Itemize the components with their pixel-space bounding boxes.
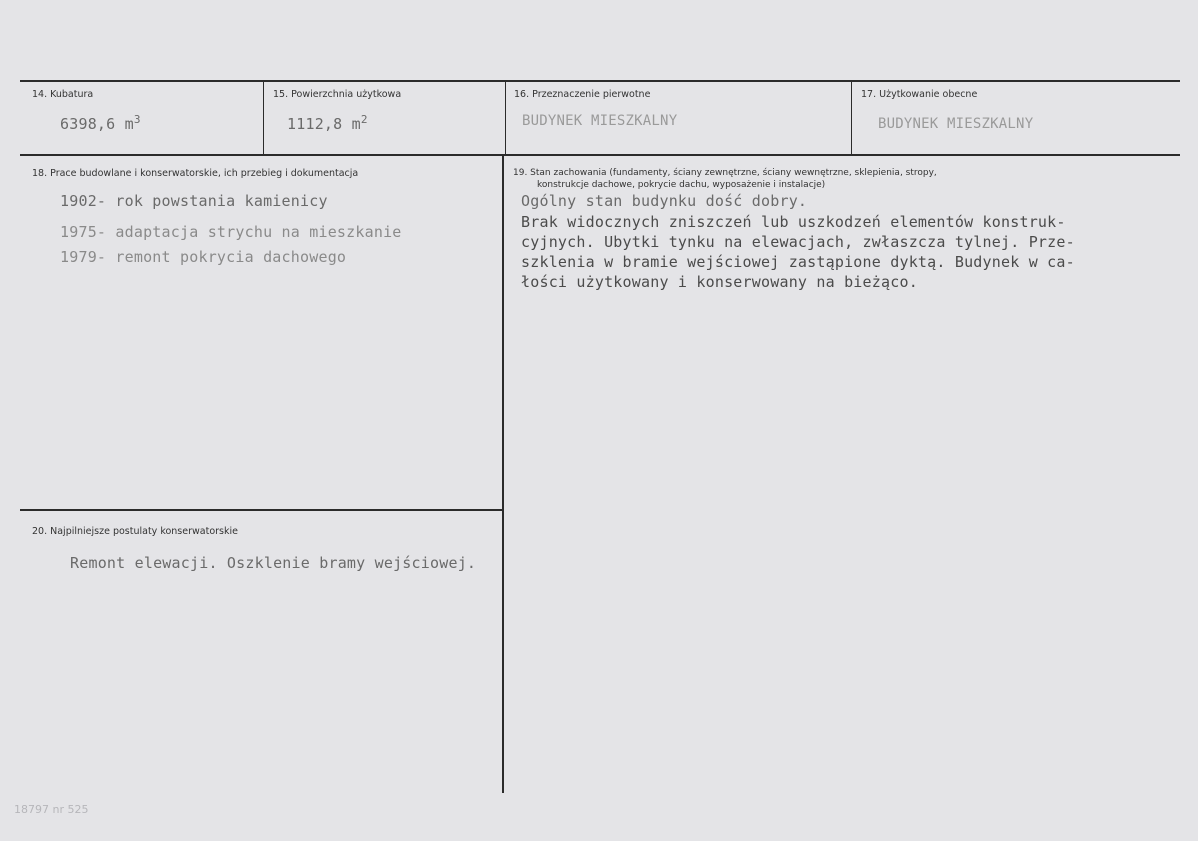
- field-18-line-1: 1902- rok powstania kamienicy: [60, 192, 328, 210]
- field-19-line-3: cyjnych. Ubytki tynku na elewacjach, zwłaszcza tylnej. Prze-: [521, 233, 1075, 251]
- field-17-value: BUDYNEK MIESZKALNY: [878, 116, 1034, 132]
- row1-divider-line: [20, 154, 1180, 156]
- field-19-label-line-1: 19. Stan zachowania (fundamenty, ściany zewnętrzne, ściany wewnętrzne, sklepienia, stropy,: [513, 168, 937, 178]
- field-20-label: 20. Najpilniejsze postulaty konserwatorskie: [32, 526, 238, 537]
- main-column-divider: [502, 155, 504, 793]
- field-16-value: BUDYNEK MIESZKALNY: [522, 113, 678, 129]
- row1-divider-2: [505, 80, 506, 155]
- field-19-line-4: szklenia w bramie wejściowej zastąpione dyktą. Budynek w ca-: [521, 253, 1075, 271]
- field-19-line-1: Ogólny stan budynku dość dobry.: [521, 192, 808, 210]
- field-15-number: 1112,8 m: [287, 115, 361, 133]
- field-18-line-3: 1979- remont pokrycia dachowego: [60, 248, 347, 266]
- top-border-line: [20, 80, 1180, 82]
- field-19-line-5: łości użytkowany i konserwowany na bieżąco.: [521, 273, 918, 291]
- field-15-label: 15. Powierzchnia użytkowa: [273, 89, 402, 100]
- field-14-label: 14. Kubatura: [32, 89, 94, 100]
- field-20-text: Remont elewacji. Oszklenie bramy wejściowej.: [70, 554, 477, 572]
- row1-divider-3: [851, 80, 852, 155]
- field-15-value: [287, 113, 368, 133]
- field-14-superscript: 3: [133, 113, 141, 126]
- field-14-number: 6398,6 m: [60, 115, 134, 133]
- field-14-value: [60, 113, 141, 133]
- field-18-label: 18. Prace budowlane i konserwatorskie, ich przebieg i dokumentacja: [32, 168, 359, 179]
- field-18-line-2: 1975- adaptacja strychu na mieszkanie: [60, 223, 402, 241]
- field-19-line-2: Brak widocznych zniszczeń lub uszkodzeń elementów konstruk-: [521, 213, 1066, 231]
- field-15-superscript: 2: [360, 113, 368, 126]
- field-19-label-line-2: konstrukcje dachowe, pokrycie dachu, wyposażenie i instalacje): [537, 180, 826, 190]
- field-16-label: 16. Przeznaczenie pierwotne: [514, 89, 651, 100]
- row1-divider-1: [263, 80, 264, 155]
- field-17-label: 17. Użytkowanie obecne: [861, 89, 978, 100]
- archive-margin-mark: 18797 nr 525: [14, 803, 89, 816]
- section18-bottom-line: [20, 509, 502, 511]
